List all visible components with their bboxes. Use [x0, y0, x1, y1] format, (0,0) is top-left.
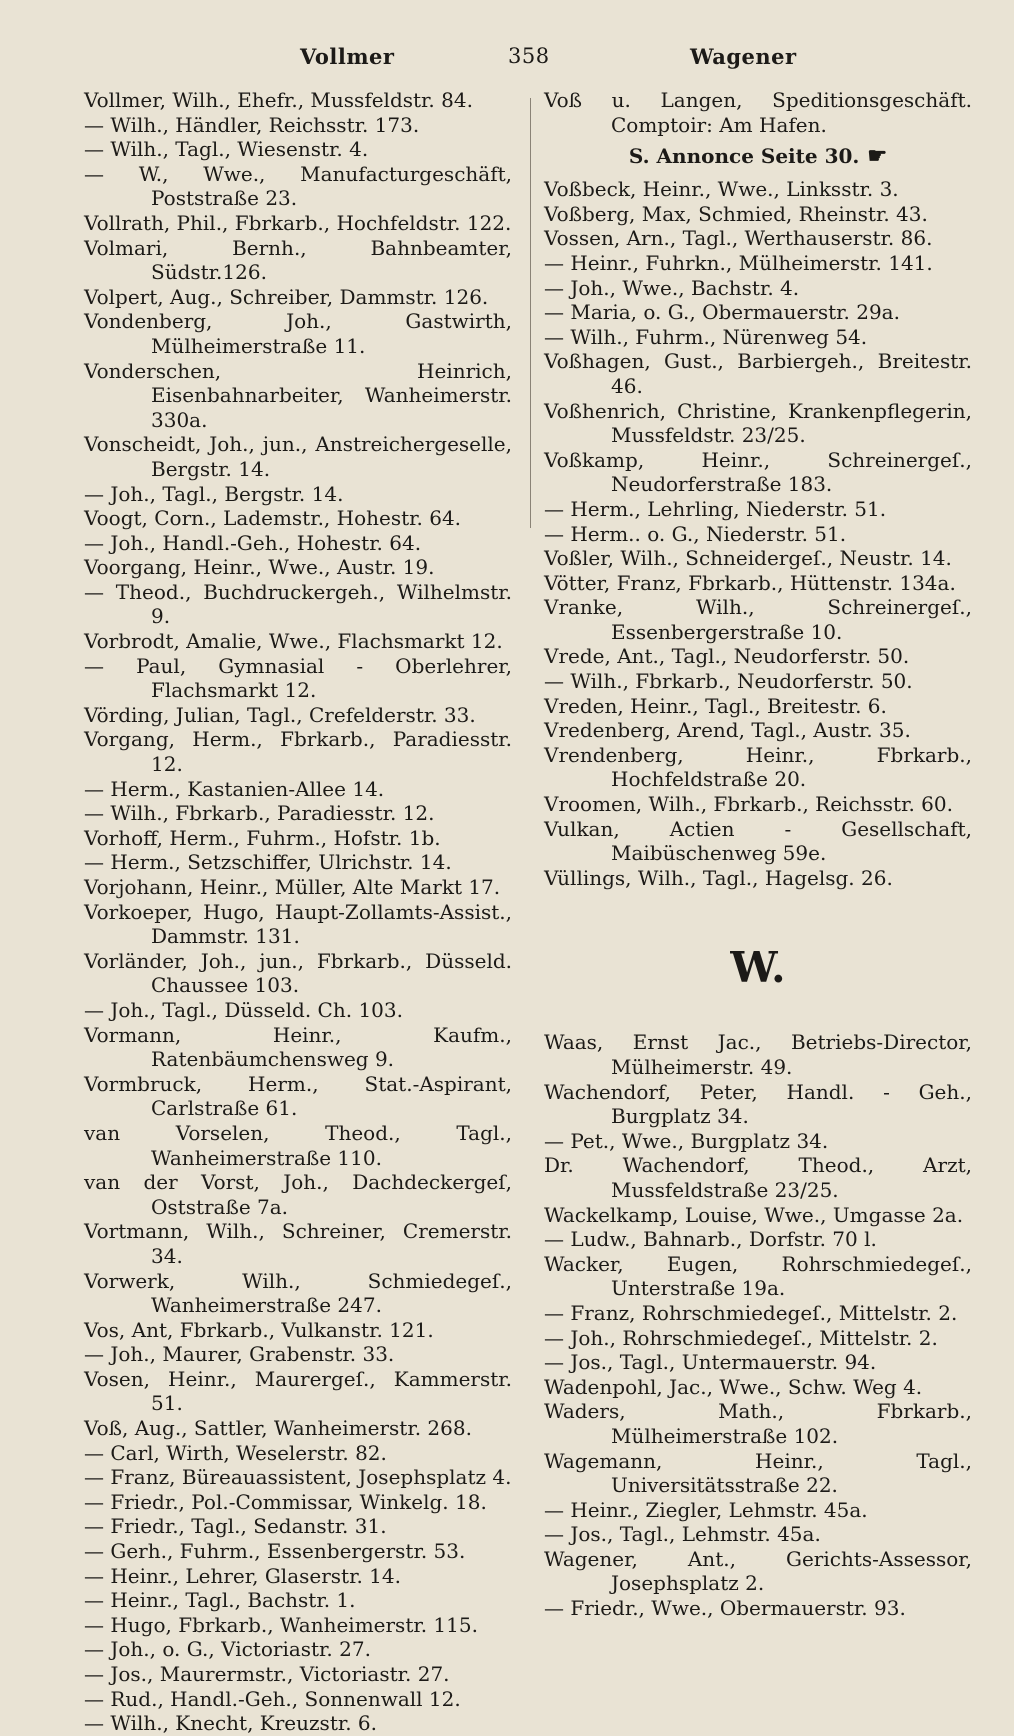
directory-entry: van der Vorst, Joh., Dachdeckergeſ, Oststraße 7a.: [84, 1170, 512, 1219]
right-top-entries: [544, 88, 972, 137]
directory-entry: Vos, Ant, Fbrkarb., Vulkanstr. 121.: [84, 1317, 434, 1342]
directory-entry: — Theod., Buchdruckergeh., Wilhelmstr. 9.: [84, 579, 512, 629]
directory-entry: Vortmann, Wilh., Schreiner, Cremerstr. 34.: [84, 1219, 512, 1268]
directory-entry: — Wilh., Knecht, Kreuzstr. 6.: [84, 1711, 378, 1736]
directory-entry: Vorjohann, Heinr., Müller, Alte Markt 17.: [84, 875, 501, 899]
directory-entry: — Herm., Kastanien-Allee 14.: [84, 776, 385, 801]
directory-entry: Wagemann, Heinr., Tagl., Universitätsstraße 22.: [544, 1448, 972, 1498]
directory-entry: Wagener, Ant., Gerichts-Assessor, Josephsplatz 2.: [544, 1546, 972, 1596]
directory-entry: Vörding, Julian, Tagl., Crefelderstr. 33.: [84, 702, 476, 727]
directory-entry: Wachendorf, Peter, Handl. - Geh., Burgplatz 34.: [544, 1079, 972, 1129]
page-number: 358: [508, 44, 550, 68]
directory-entry: — Joh., Tagl., Düsseld. Ch. 103.: [84, 997, 403, 1022]
directory-entry: Vorhoff, Herm., Fuhrm., Hofstr. 1b.: [84, 825, 441, 850]
section-letter-heading: W.: [730, 943, 786, 993]
directory-entry: — Joh., o. G., Victoriastr. 27.: [84, 1637, 371, 1662]
directory-entry: Volpert, Aug., Schreiber, Dammstr. 126.: [84, 284, 489, 309]
directory-entry: — Herm.. o. G., Niederstr. 51.: [544, 521, 847, 546]
directory-entry: Vormbruck, Herm., Stat.-Aspirant, Carlstraße 61.: [84, 1071, 512, 1121]
directory-entry: Voßkamp, Heinr., Schreinergeſ., Neudorferstraße 183.: [544, 447, 972, 497]
directory-entry: Wadenpohl, Jac., Wwe., Schw. Weg 4.: [544, 1374, 923, 1399]
directory-entry: — Joh., Rohrschmiedegeſ., Mittelstr. 2.: [544, 1325, 938, 1350]
directory-entry: Vormann, Heinr., Kaufm., Ratenbäumchensweg 9.: [84, 1022, 512, 1072]
directory-entry: — Jos., Tagl., Lehmstr. 45a.: [544, 1522, 821, 1547]
header-last-name: Wagener: [690, 44, 797, 69]
right-middle-entries: [544, 177, 972, 890]
directory-entry: Vorkoeper, Hugo, Haupt-Zollamts-Assist., Dammstr. 131.: [84, 899, 512, 949]
directory-entry: Vüllings, Wilh., Tagl., Hagelsg. 26.: [544, 865, 893, 890]
directory-entry: — Friedr., Wwe., Obermauerstr. 93.: [544, 1596, 906, 1621]
pointing-hand-icon: ☛: [867, 143, 888, 170]
directory-entry: Vossen, Arn., Tagl., Werthauserstr. 86.: [544, 226, 933, 251]
directory-entry: — Heinr., Ziegler, Lehmstr. 45a.: [544, 1497, 868, 1522]
directory-entry: Vrede, Ant., Tagl., Neudorferstr. 50.: [544, 644, 910, 669]
directory-entry: — Ludw., Bahnarb., Dorfstr. 70 l.: [544, 1227, 877, 1252]
directory-entry: Voßbeck, Heinr., Wwe., Linksstr. 3.: [544, 177, 899, 202]
directory-entry: — Wilh., Fbrkarb., Paradiesstr. 12.: [84, 801, 435, 826]
annonce-note: [544, 139, 972, 173]
directory-entry: — Joh., Maurer, Grabenstr. 33.: [84, 1342, 395, 1367]
directory-entry: — Herm., Lehrling, Niederstr. 51.: [544, 496, 887, 521]
page-header: [0, 44, 1014, 76]
directory-entry: — Gerh., Fuhrm., Essenbergerstr. 53.: [84, 1539, 466, 1564]
directory-entry: Vorländer, Joh., jun., Fbrkarb., Düsseld. Chaussee 103.: [84, 948, 512, 998]
directory-entry: Voogt, Corn., Lademstr., Hohestr. 64.: [84, 506, 462, 531]
directory-entry: Vonscheidt, Joh., jun., Anstreichergeselle, Bergstr. 14.: [84, 432, 512, 481]
directory-entry: — Heinr., Lehrer, Glaserstr. 14.: [84, 1563, 401, 1588]
directory-entry: Vollmer, Wilh., Ehefr., Mussfeldstr. 84.: [84, 88, 473, 112]
directory-entry: Voßhagen, Gust., Barbiergeh., Breitestr. 46.: [544, 349, 972, 398]
directory-entry: Vondenberg, Joh., Gastwirth, Mülheimerstraße 11.: [84, 309, 512, 358]
directory-entry: Vosen, Heinr., Maurergeſ., Kammerstr. 51.: [84, 1366, 512, 1416]
directory-entry: — Joh., Wwe., Bachstr. 4.: [544, 275, 800, 300]
directory-entry: — Wilh., Fbrkarb., Neudorferstr. 50.: [544, 669, 913, 694]
directory-entry: — Joh., Tagl., Bergstr. 14.: [84, 481, 344, 506]
directory-entry: Vulkan, Actien - Gesellschaft, Maibüschenweg 59e.: [544, 816, 972, 866]
directory-entry: Voß u. Langen, Speditionsgeschäft. Comptoir: Am Hafen.: [544, 88, 972, 137]
directory-entry: — Carl, Wirth, Weselerstr. 82.: [84, 1440, 387, 1465]
directory-entry: Voßler, Wilh., Schneidergeſ., Neustr. 14.: [544, 546, 952, 571]
directory-entry: — Friedr., Tagl., Sedanstr. 31.: [84, 1514, 387, 1539]
directory-entry: Vroomen, Wilh., Fbrkarb., Reichsstr. 60.: [544, 792, 953, 817]
directory-entry: — Jos., Maurermstr., Victoriastr. 27.: [84, 1662, 450, 1686]
directory-entry: Waas, Ernst Jac., Betriebs-Director, Mülheimerstr. 49.: [544, 1030, 972, 1079]
directory-entry: van Vorselen, Theod., Tagl., Wanheimerstraße 110.: [84, 1120, 512, 1170]
directory-entry: — Maria, o. G., Obermauerstr. 29a.: [544, 300, 900, 325]
directory-entry: — Wilh., Tagl., Wiesenstr. 4.: [84, 137, 369, 162]
directory-entry: Vranke, Wilh., Schreinergeſ., Essenbergerstraße 10.: [544, 595, 972, 644]
column-divider: [530, 98, 531, 528]
directory-entry: Vonderschen, Heinrich, Eisenbahnarbeiter, Wanheimerstr. 330a.: [84, 358, 512, 432]
directory-entry: Vrendenberg, Heinr., Fbrkarb., Hochfeldstraße 20.: [544, 742, 972, 792]
directory-entry: — Hugo, Fbrkarb., Wanheimerstr. 115.: [84, 1612, 478, 1637]
directory-entry: Vötter, Franz, Fbrkarb., Hüttenstr. 134a.: [544, 570, 956, 595]
directory-entry: — Wilh., Fuhrm., Nürenweg 54.: [544, 324, 868, 349]
directory-entry: — Franz, Büreauassistent, Josephsplatz 4.: [84, 1465, 512, 1490]
directory-entry: Dr. Wachendorf, Theod., Arzt, Mussfeldstraße 23/25.: [544, 1153, 972, 1202]
right-w-entries: [544, 1030, 972, 1620]
directory-entry: Voorgang, Heinr., Wwe., Austr. 19.: [84, 555, 435, 580]
directory-entry: Vorgang, Herm., Fbrkarb., Paradiesstr. 12.: [84, 727, 512, 777]
right-column: [544, 88, 972, 1621]
directory-entry: Wacker, Eugen, Rohrschmiedegeſ., Unterstraße 19a.: [544, 1251, 972, 1301]
annonce-text: S. Annonce Seite 30.: [628, 144, 860, 169]
directory-entry: Voß, Aug., Sattler, Wanheimerstr. 268.: [84, 1416, 472, 1441]
left-column: [84, 88, 512, 1736]
header-first-name: Vollmer: [300, 44, 395, 69]
directory-entry: — Franz, Rohrschmiedegeſ., Mittelstr. 2.: [544, 1300, 958, 1325]
directory-entry: — Friedr., Pol.-Commissar, Winkelg. 18.: [84, 1489, 487, 1514]
directory-entry: — Paul, Gymnasial - Oberlehrer, Flachsmarkt 12.: [84, 653, 512, 703]
directory-entry: Vollrath, Phil., Fbrkarb., Hochfeldstr. 122.: [84, 210, 512, 235]
directory-entry: — Heinr., Tagl., Bachstr. 1.: [84, 1588, 356, 1613]
directory-entry: Wackelkamp, Louise, Wwe., Umgasse 2a.: [544, 1202, 964, 1227]
directory-entry: — Joh., Handl.-Geh., Hohestr. 64.: [84, 530, 422, 555]
directory-entry: Voßhenrich, Christine, Krankenpflegerin, Mussfeldstr. 23/25.: [544, 398, 972, 448]
directory-entry: — W., Wwe., Manufacturgeschäft, Poststraße 23.: [84, 161, 512, 211]
directory-entry: — Wilh., Händler, Reichsstr. 173.: [84, 112, 420, 137]
directory-entry: Waders, Math., Fbrkarb., Mülheimerstraße 102.: [544, 1399, 972, 1448]
directory-entry: — Jos., Tagl., Untermauerstr. 94.: [544, 1350, 877, 1375]
directory-entry: — Herm., Setzschiffer, Ulrichstr. 14.: [84, 850, 452, 875]
directory-entry: Volmari, Bernh., Bahnbeamter, Südstr.126.: [84, 235, 512, 285]
directory-entry: Voßberg, Max, Schmied, Rheinstr. 43.: [544, 201, 928, 226]
directory-entry: Vorwerk, Wilh., Schmiedegeſ., Wanheimerstraße 247.: [84, 1268, 512, 1318]
directory-entry: Vredenberg, Arend, Tagl., Austr. 35.: [544, 718, 911, 743]
directory-entry: Vreden, Heinr., Tagl., Breitestr. 6.: [544, 693, 887, 718]
directory-entry: — Rud., Handl.-Geh., Sonnenwall 12.: [84, 1686, 461, 1711]
directory-entry: — Heinr., Fuhrkn., Mülheimerstr. 141.: [544, 250, 933, 275]
directory-entry: — Pet., Wwe., Burgplatz 34.: [544, 1128, 829, 1153]
directory-entry: Vorbrodt, Amalie, Wwe., Flachsmarkt 12.: [84, 629, 503, 654]
